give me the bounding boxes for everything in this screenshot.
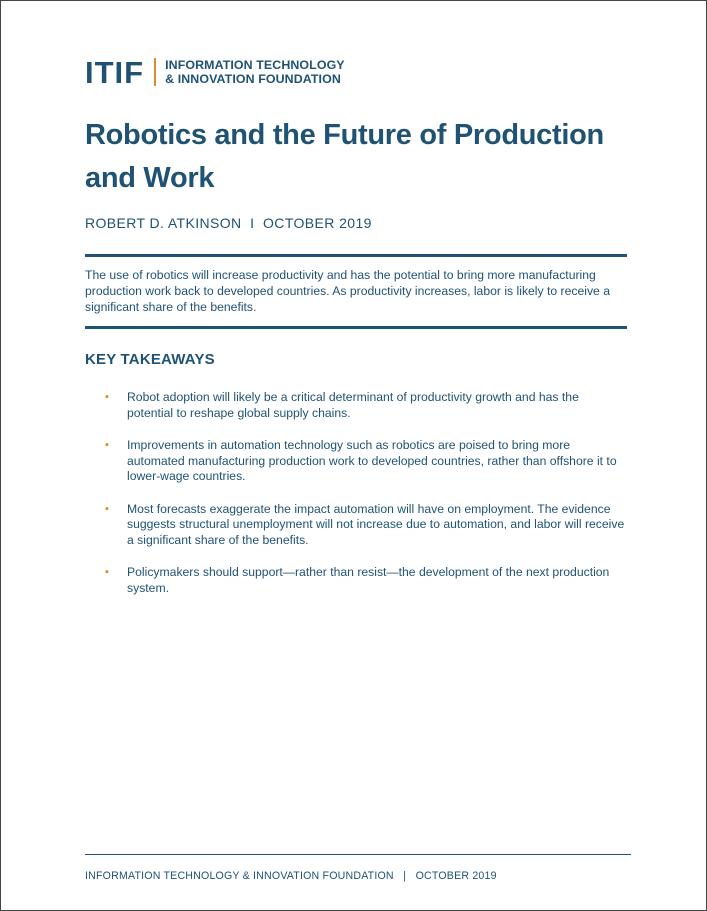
list-item: [105, 565, 625, 596]
page-footer: INFORMATION TECHNOLOGY & INNOVATION FOUNDATION | OCTOBER 2019: [85, 870, 497, 882]
key-takeaways-heading: KEY TAKEAWAYS: [85, 351, 215, 368]
bullet-icon: ▪: [105, 566, 109, 578]
report-title-line-1: Robotics and the Future of Production: [85, 119, 604, 151]
bullet-icon: ▪: [105, 502, 109, 515]
summary-paragraph: The use of robotics will increase productivity and has the potential to bring more manufacturing production work back to developed countries. As productivity increases, labor is likely to receive a significant share of the benefits.: [85, 268, 611, 314]
logo-line-1: INFORMATION TECHNOLOGY: [165, 58, 345, 72]
list-item: [105, 502, 625, 549]
logo-wordmark: [165, 58, 345, 86]
report-title-line-2: and Work: [85, 162, 215, 194]
key-takeaways-list: [105, 390, 625, 613]
logo-mark: ITIF: [85, 54, 145, 90]
logo-divider: [154, 58, 156, 86]
summary-bottom-rule: [85, 326, 627, 329]
author-date-byline: ROBERT D. ATKINSON I OCTOBER 2019: [85, 215, 372, 231]
logo-line-2: & INNOVATION FOUNDATION: [165, 72, 341, 86]
itif-logo: [85, 56, 345, 88]
bullet-icon: ▪: [105, 439, 109, 451]
report-title: [85, 114, 625, 200]
bullet-icon: ▪: [105, 391, 109, 403]
list-item: [105, 390, 625, 421]
summary-top-rule: [85, 254, 627, 257]
footer-rule: [85, 854, 631, 855]
list-item: [105, 438, 625, 485]
takeaway-text: Robot adoption will likely be a critical determinant of productivity growth and has the potential to reshape global supply chains.: [127, 390, 579, 420]
takeaway-text: Policymakers should support—rather than resist—the development of the next production system.: [127, 565, 610, 595]
takeaway-text: Most forecasts exaggerate the impact automation will have on employment. The evidence suggests structural unemployment will not increase due to automation, and labor will receive a significant share of the benefits.: [127, 501, 625, 547]
takeaway-text: Improvements in automation technology such as robotics are poised to bring more automated manufacturing production work to developed countries, rather than offshore it to lower-wage countries.: [127, 438, 617, 483]
